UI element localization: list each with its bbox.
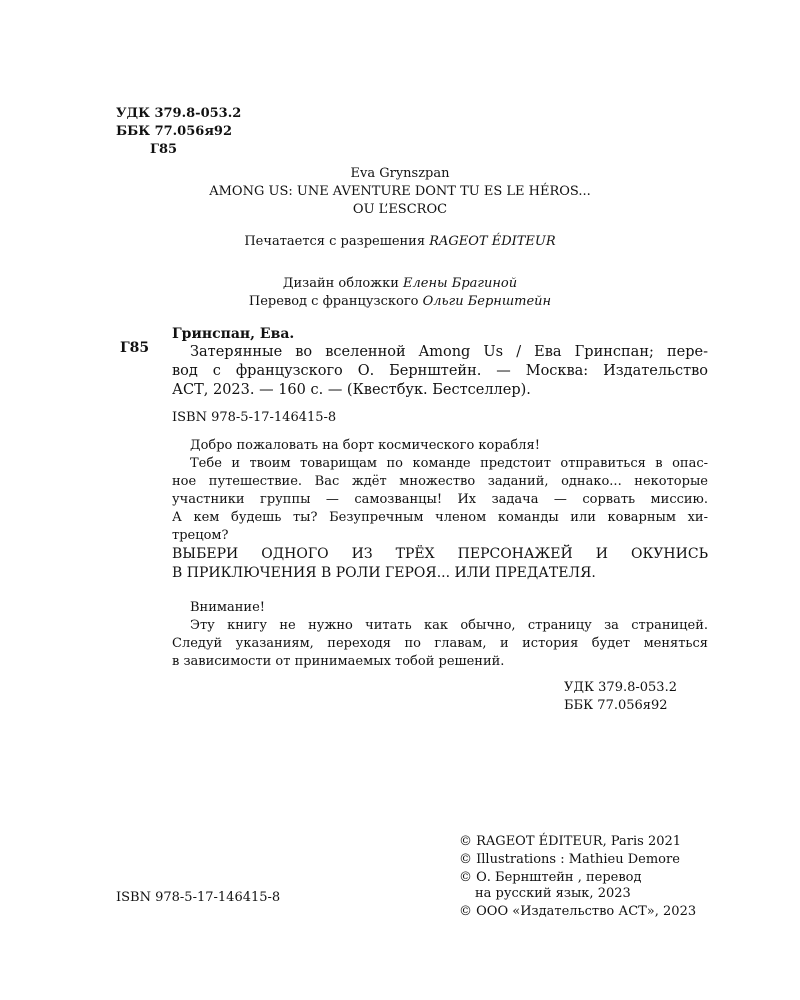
copyright-illustrations: © Illustrations : Mathieu Demore — [459, 852, 680, 867]
bibliography-line-2: вод с французского О. Бернштейн. — Москва: Издательство — [172, 363, 708, 379]
permission-line — [0, 234, 800, 249]
bibliography-mark: Г85 — [120, 340, 150, 356]
bbk-code-bottom: ББК 77.056я92 — [564, 698, 668, 713]
copyright-publisher: © RAGEOT ÉDITEUR, Paris 2021 — [459, 834, 682, 849]
original-title-line-1: AMONG US: UNE AVENTURE DONT TU ES LE HÉROS... — [209, 184, 591, 199]
translation-prefix: Перевод с французского — [248, 294, 423, 309]
bibliography-line-3: АСТ, 2023. — 160 с. — (Квестбук. Бестселлер). — [172, 382, 531, 398]
annotation-line-1: Тебе и твоим товарищам по команде предстоит отправиться в опас- — [190, 456, 708, 471]
bibliography-isbn: ISBN 978-5-17-146415-8 — [172, 410, 337, 425]
annotation-line-3: участники группы — самозванцы! Их задача — сорвать миссию. — [172, 492, 708, 507]
author-mark-top: Г85 — [150, 142, 178, 157]
permission-prefix: Печатается с разрешения — [244, 234, 430, 249]
permission-publisher: RAGEOT ÉDITEUR — [429, 234, 556, 249]
notice-heading: Внимание! — [190, 600, 265, 615]
annotation-intro: Добро пожаловать на борт космического корабля! — [190, 438, 540, 453]
annotation-line-2: ное путешествие. Вас ждёт множество заданий, однако... некоторые — [172, 474, 708, 489]
cover-design-credit — [0, 276, 800, 291]
translator-name: Ольги Бернштейн — [422, 294, 552, 309]
bbk-code-top: ББК 77.056я92 — [116, 124, 233, 139]
original-title-line-2: OU L’ESCROC — [352, 202, 448, 217]
annotation-last-line: трецом? — [172, 528, 229, 543]
udk-code-bottom: УДК 379.8-053.2 — [564, 680, 677, 695]
notice-line-1: Эту книгу не нужно читать как обычно, страницу за страницей. — [190, 618, 708, 633]
bibliography-heading: Гринспан, Ева. — [172, 326, 295, 342]
bibliography-line-1: Затерянные во вселенной Among Us / Ева Гринспан; пере- — [190, 344, 708, 360]
translation-credit — [0, 294, 800, 309]
annotation-caps-line-1: ВЫБЕРИ ОДНОГО ИЗ ТРЁХ ПЕРСОНАЖЕЙ И ОКУНИСЬ — [172, 546, 708, 562]
footer-isbn: ISBN 978-5-17-146415-8 — [116, 890, 281, 905]
copyright-ast: © ООО «Издательство АСТ», 2023 — [459, 904, 697, 919]
notice-line-2: Следуй указаниям, переходя по главам, и история будет меняться — [172, 636, 708, 651]
notice-last-line: в зависимости от принимаемых тобой решений. — [172, 654, 505, 669]
udk-code-top: УДК 379.8-053.2 — [116, 106, 242, 121]
annotation-caps-line-2: В ПРИКЛЮЧЕНИЯ В РОЛИ ГЕРОЯ... ИЛИ ПРЕДАТЕЛЯ. — [172, 565, 596, 581]
original-author: Eva Grynszpan — [350, 166, 450, 181]
annotation-line-4: А кем будешь ты? Безупречным членом команды или коварным хи- — [172, 510, 708, 525]
copyright-translation: © О. Бернштейн , перевод — [459, 870, 642, 885]
cover-designer-name: Елены Брагиной — [403, 276, 518, 291]
copyright-translation-cont: на русский язык, 2023 — [475, 886, 631, 901]
cover-design-prefix: Дизайн обложки — [282, 276, 404, 291]
